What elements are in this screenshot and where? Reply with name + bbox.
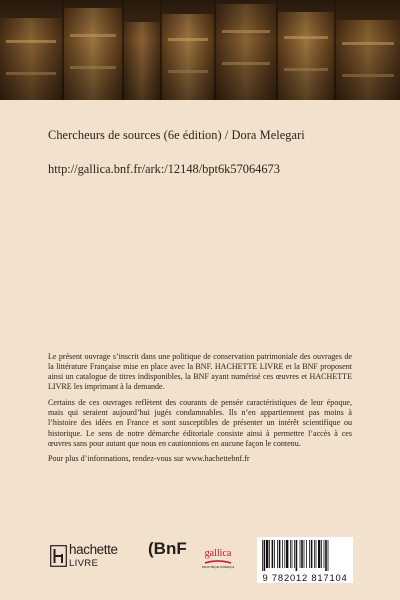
gallica-url: http://gallica.bnf.fr/ark:/12148/bpt6k57064673 (48, 162, 280, 176)
notice-paragraph: Le présent ouvrage s’inscrit dans une politique de conservation patrimoniale des ouvrages de la littérature Française mise en place avec la BNF. HACHETTE LIVRE et la BNF proposent ainsi un catalogue de titres indisponibles, la BNF ayant numérisé ces œuvres et HACHETTE LIVRE les imprimant à la demande. (48, 352, 352, 392)
bookshelf-banner-image (0, 0, 400, 100)
gallica-subtitle: BIBLIOTHÈQUE NUMÉRIQUE (202, 566, 234, 569)
isbn-barcode (257, 537, 353, 583)
livre-wordmark: LIVRE (69, 558, 99, 569)
barcode-bars-icon (260, 540, 350, 571)
hachette-h-icon (50, 545, 67, 567)
gallica-swirl-icon (205, 561, 231, 563)
notice-paragraph: Pour plus d’informations, rendez-vous sur www.hachettebnf.fr (48, 454, 250, 464)
book-title: Chercheurs de sources (6e édition) / Dora Melegari (48, 128, 305, 142)
hachette-wordmark: hachette (69, 542, 118, 557)
hachette-livre-logo (48, 537, 118, 575)
gallica-logo (202, 539, 234, 571)
publisher-notice (48, 352, 352, 465)
bnf-bracket-icon: ( (148, 539, 154, 558)
isbn-digits: 9 782012 817104 (262, 572, 348, 583)
publisher-logos (48, 537, 352, 581)
notice-paragraph: Certains de ces ouvrages reflètent des courants de pensée caractéristiques de leur époque, mais qui seraient aujourd’hui jugés condamnables. Ils n’en appartiennent pas moins à l’histoire des idées en France et sont susceptibles de présenter un intérêt scientifique ou historique. Le sens de notre démarche éditoriale consiste ainsi à permettre l’accès à ces œuvres sans pour autant que nous en cautionnions en aucune façon le contenu. (48, 398, 352, 448)
bnf-wordmark: BnF (153, 539, 187, 558)
bnf-logo (148, 539, 187, 559)
gallica-wordmark: gallica (204, 548, 232, 559)
